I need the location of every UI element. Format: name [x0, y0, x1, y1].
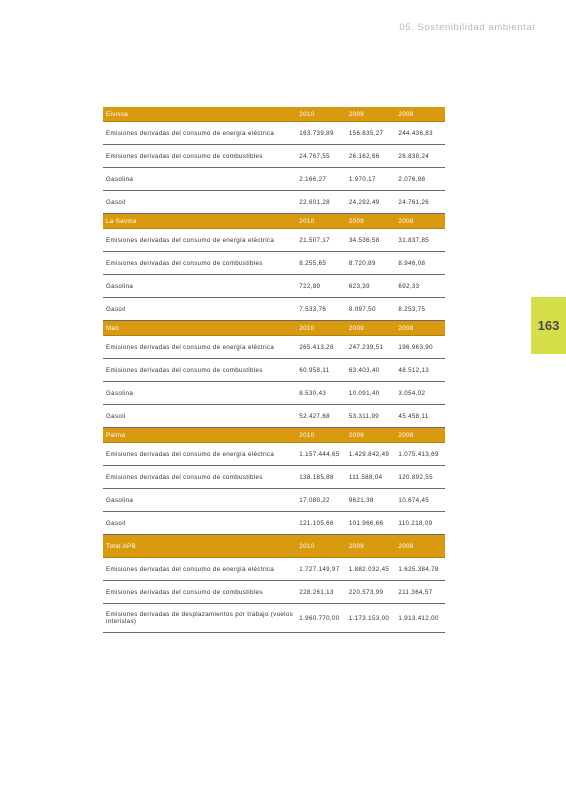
- table-section: [103, 321, 445, 428]
- value-2008: 26.838,24: [398, 152, 430, 160]
- row-label: Gasolina: [106, 389, 134, 397]
- value-2008: 196.963,90: [398, 343, 433, 351]
- value-2008: 692,33: [398, 282, 420, 290]
- section-name: Eivissa: [106, 110, 129, 118]
- table-row: [103, 382, 445, 405]
- row-label: Emisiones derivadas del consumo de combustibles: [106, 366, 263, 374]
- value-2010: 22.601,28: [299, 198, 330, 206]
- row-label: Emisiones derivadas del consumo de energía eléctrica: [106, 565, 275, 573]
- year-2008-header: 2008: [398, 110, 414, 118]
- value-2008: 45.458,11: [398, 412, 429, 420]
- section-header-row: [103, 535, 445, 558]
- emissions-tables: [103, 107, 445, 633]
- year-2009-header: 2009: [348, 431, 365, 439]
- section-header-row: [103, 107, 445, 122]
- value-2008: 1.075.413,69: [398, 450, 439, 458]
- table-row: [103, 336, 445, 359]
- value-2008: 211.364,57: [398, 588, 433, 596]
- row-label: Emisiones derivadas del consumo de energía eléctrica: [106, 343, 275, 351]
- year-2010-header: 2010: [299, 324, 315, 332]
- value-2009: 24.292,49: [348, 198, 380, 206]
- section-header-row: [103, 214, 445, 229]
- row-label: Emisiones derivadas del consumo de energía eléctrica: [106, 450, 275, 458]
- year-2008-header: 2008: [398, 542, 414, 550]
- value-2009: 8.720,89: [348, 259, 376, 267]
- value-2010: 17.080,22: [299, 496, 330, 504]
- value-2010: 60.958,11: [299, 366, 330, 374]
- row-label: Gasolina: [106, 175, 134, 183]
- value-2009: 1.970,17: [348, 175, 376, 183]
- table-row: [103, 443, 445, 466]
- table-row: [103, 512, 445, 535]
- value-2010: 52.427,68: [299, 412, 330, 420]
- row-label: Gasoil: [106, 412, 126, 420]
- value-2009: 26.162,66: [348, 152, 380, 160]
- value-2008: 120.892,55: [398, 473, 433, 481]
- value-2010: 24.767,55: [299, 152, 330, 160]
- year-2010-header: 2010: [299, 542, 315, 550]
- value-2010: 138.185,88: [299, 473, 334, 481]
- value-2008: 110.218,09: [398, 519, 433, 527]
- value-2008: 3.054,02: [398, 389, 426, 397]
- value-2009: 101.966,66: [348, 519, 384, 527]
- row-label: Gasolina: [106, 282, 134, 290]
- value-2008: 31.837,85: [398, 236, 430, 244]
- row-label: Emisiones derivadas de desplazamientos por trabajo (vuelos interislas): [106, 611, 294, 625]
- row-label: Gasoil: [106, 305, 126, 313]
- table-row: [103, 604, 445, 633]
- table-row: [103, 359, 445, 382]
- table-row: [103, 145, 445, 168]
- value-2010: 722,89: [299, 282, 321, 290]
- value-2010: 228.261,13: [299, 588, 334, 596]
- table-row: [103, 581, 445, 604]
- value-2009: 1.882.032,45: [348, 565, 390, 573]
- value-2009: 8.097,50: [348, 305, 376, 313]
- sections-container: [103, 107, 445, 633]
- table-row: [103, 168, 445, 191]
- value-2010: 1.727.149,97: [299, 565, 340, 573]
- value-2009: 247.239,51: [348, 343, 384, 351]
- year-2009-header: 2009: [348, 110, 365, 118]
- year-2009-header: 2009: [348, 324, 365, 332]
- value-2008: 8.253,75: [398, 305, 426, 313]
- value-2009: 623,39: [348, 282, 370, 290]
- value-2010: 1.157.444,65: [299, 450, 340, 458]
- value-2009: 34.536,58: [348, 236, 380, 244]
- table-row: [103, 252, 445, 275]
- value-2009: 1.173.153,00: [348, 614, 390, 622]
- year-2008-header: 2008: [398, 431, 414, 439]
- row-label: Emisiones derivadas del consumo de energía eléctrica: [106, 236, 275, 244]
- year-2010-header: 2010: [299, 217, 315, 225]
- value-2008: 8.946,08: [398, 259, 426, 267]
- table-section: [103, 428, 445, 535]
- table-row: [103, 122, 445, 145]
- value-2010: 163.739,89: [299, 129, 334, 137]
- section-name: Palma: [106, 431, 126, 439]
- row-label: Emisiones derivadas del consumo de combustibles: [106, 259, 263, 267]
- value-2008: 48.512,13: [398, 366, 430, 374]
- row-label: Gasoil: [106, 519, 126, 527]
- value-2009: 53.311,99: [348, 412, 380, 420]
- value-2010: 265.413,28: [299, 343, 334, 351]
- row-label: Gasolina: [106, 496, 134, 504]
- section-name: Maó: [106, 324, 120, 332]
- row-label: Gasoil: [106, 198, 126, 206]
- table-row: [103, 298, 445, 321]
- table-row: [103, 558, 445, 581]
- value-2008: 244.436,83: [398, 129, 433, 137]
- value-2010: 1.960.770,00: [299, 614, 340, 622]
- value-2009: 111.588,04: [348, 473, 383, 481]
- value-2009: 1.429.842,49: [348, 450, 390, 458]
- section-header-row: [103, 321, 445, 336]
- value-2010: 121.105,66: [299, 519, 334, 527]
- year-2008-header: 2008: [398, 217, 414, 225]
- value-2008: 10.674,45: [398, 496, 430, 504]
- table-row: [103, 229, 445, 252]
- page-number-tab: 163: [531, 297, 566, 354]
- table-row: [103, 466, 445, 489]
- value-2010: 8.255,65: [299, 259, 327, 267]
- value-2009: 9621,38: [348, 496, 374, 504]
- year-2009-header: 2009: [348, 542, 365, 550]
- table-section: [103, 214, 445, 321]
- row-label: Emisiones derivadas del consumo de energía eléctrica: [106, 129, 275, 137]
- year-2010-header: 2010: [299, 110, 315, 118]
- row-label: Emisiones derivadas del consumo de combustibles: [106, 152, 263, 160]
- chapter-header: 05. Sostenibilidad ambiental: [399, 22, 535, 33]
- value-2010: 8.530,43: [299, 389, 327, 397]
- table-row: [103, 191, 445, 214]
- value-2009: 156.635,27: [348, 129, 384, 137]
- table-row: [103, 405, 445, 428]
- value-2008: 24.761,26: [398, 198, 430, 206]
- value-2009: 10.091,40: [348, 389, 380, 397]
- row-label: Emisiones derivadas del consumo de combustibles: [106, 588, 263, 596]
- value-2009: 220.573,99: [348, 588, 384, 596]
- table-row: [103, 489, 445, 512]
- year-2008-header: 2008: [398, 324, 414, 332]
- value-2010: 7.533,76: [299, 305, 327, 313]
- section-name: Total APB: [106, 542, 136, 550]
- table-section: [103, 107, 445, 214]
- section-name: La Savina: [106, 217, 137, 225]
- row-label: Emisiones derivadas del consumo de combustibles: [106, 473, 263, 481]
- year-2010-header: 2010: [299, 431, 315, 439]
- value-2008: 1.625.384,78: [398, 565, 439, 573]
- year-2009-header: 2009: [348, 217, 365, 225]
- value-2010: 2.166,27: [299, 175, 327, 183]
- value-2009: 63.403,40: [348, 366, 380, 374]
- section-header-row: [103, 428, 445, 443]
- value-2010: 21.507,17: [299, 236, 330, 244]
- table-section: [103, 535, 445, 633]
- table-row: [103, 275, 445, 298]
- value-2008: 1.913.412,00: [398, 614, 439, 622]
- value-2008: 2.076,98: [398, 175, 426, 183]
